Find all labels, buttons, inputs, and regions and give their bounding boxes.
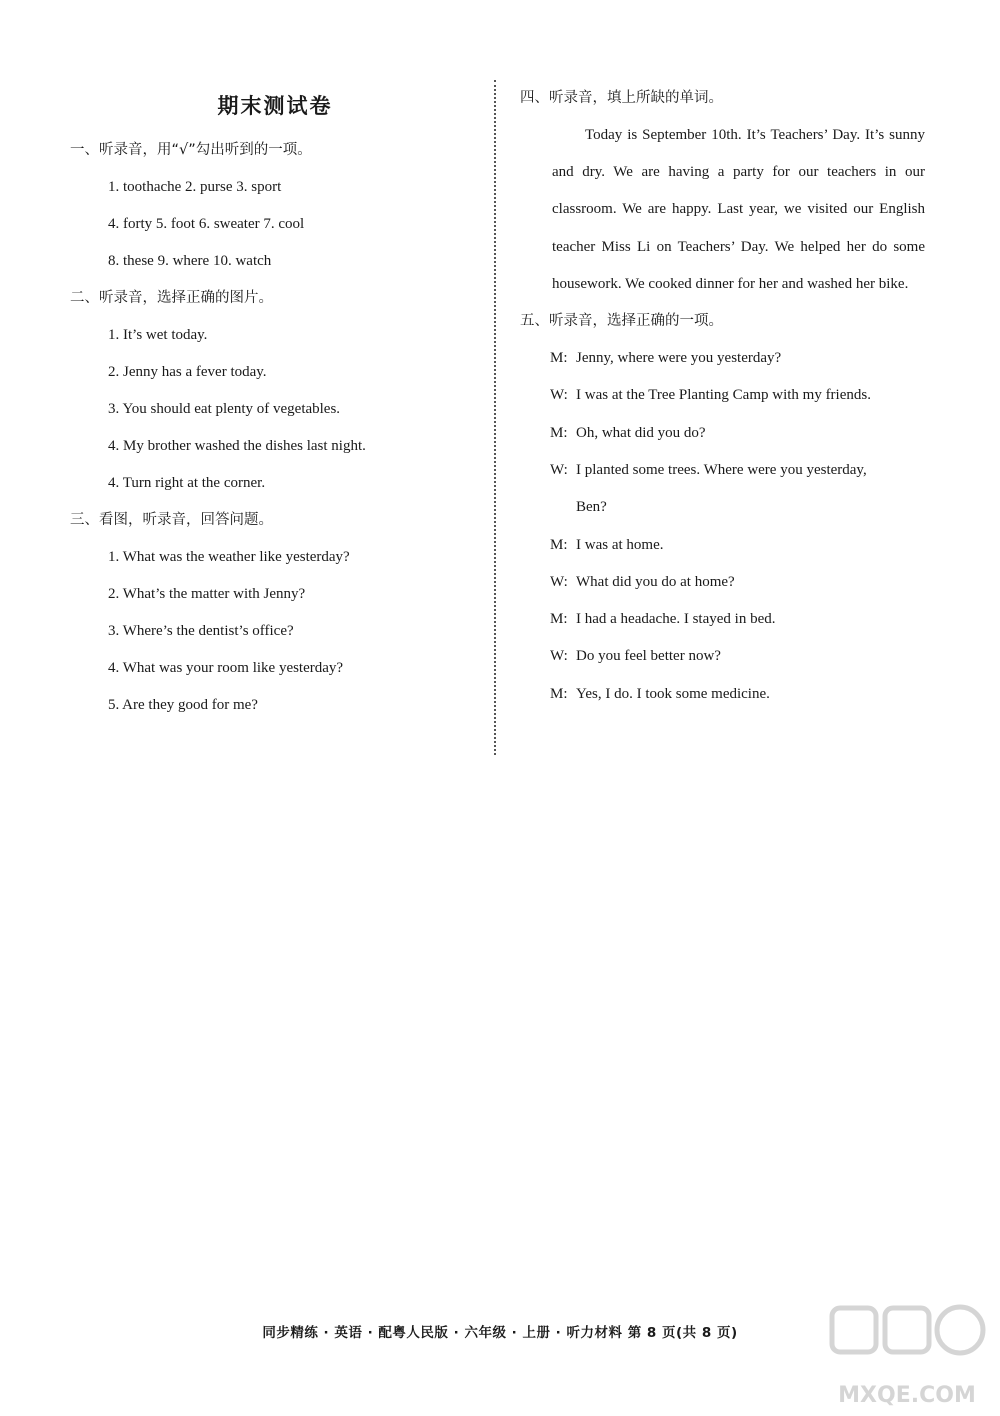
dialogue-text: Do you feel better now? xyxy=(576,648,721,665)
dialogue-text: I was at the Tree Planting Camp with my friends. xyxy=(576,387,871,404)
speaker-label: W: xyxy=(550,461,568,478)
section-2-line: 4. Turn right at the corner. xyxy=(108,475,266,491)
section-3-line: 3. Where’s the dentist’s office? xyxy=(108,623,294,639)
dialogue-text: I had a headache. I stayed in bed. xyxy=(576,611,776,628)
section-3-line: 4. What was your room like yesterday? xyxy=(108,660,344,676)
dialogue-line xyxy=(550,452,925,489)
speaker-label: W: xyxy=(550,573,568,590)
dialogue xyxy=(520,340,925,713)
section-2-line: 3. You should eat plenty of vegetables. xyxy=(108,401,341,417)
dialogue-line xyxy=(550,340,925,377)
section-2-heading: 二、听录音，选择正确的图片。 xyxy=(70,290,273,306)
dialogue-line xyxy=(550,638,925,675)
section-2-line: 2. Jenny has a fever today. xyxy=(108,364,267,380)
section-1-line: 1. toothache 2. purse 3. sport xyxy=(108,179,282,195)
section-3-line: 2. What’s the matter with Jenny? xyxy=(108,586,306,602)
dialogue-line xyxy=(550,601,925,638)
dialogue-text: Yes, I do. I took some medicine. xyxy=(576,685,770,702)
watermark-text: MXQE.COM xyxy=(838,1383,976,1408)
section-1-heading: 一、听录音，用“√”勾出听到的一项。 xyxy=(70,142,312,158)
section-4-heading: 四、听录音，填上所缺的单词。 xyxy=(520,90,723,106)
speaker-label: W: xyxy=(550,648,568,665)
section-1-line: 8. these 9. where 10. watch xyxy=(108,253,272,269)
speaker-label: M: xyxy=(550,350,568,367)
dialogue-text: Jenny, where were you yesterday? xyxy=(576,350,782,367)
dialogue-text: Ben? xyxy=(576,499,607,516)
speaker-label: M: xyxy=(550,611,568,628)
section-3-line: 1. What was the weather like yesterday? xyxy=(108,549,350,565)
section-5-heading: 五、听录音，选择正确的一项。 xyxy=(520,313,723,330)
page-footer: 同步精练 · 英语 · 配粤人民版 · 六年级 · 上册 · 听力材料 第 8 页(共 8 页) xyxy=(262,1325,738,1341)
dialogue-text: I was at home. xyxy=(576,536,664,553)
dialogue-line xyxy=(550,377,925,414)
watermark-logo xyxy=(822,1300,992,1410)
speaker-label: M: xyxy=(550,685,568,702)
column-divider xyxy=(494,80,496,755)
watermark-icon xyxy=(822,1300,992,1380)
passage xyxy=(520,117,925,303)
right-column xyxy=(520,80,925,713)
dialogue-line xyxy=(550,489,925,526)
section-2-line: 1. It’s wet today. xyxy=(108,327,208,343)
section-1-line: 4. forty 5. foot 6. sweater 7. cool xyxy=(108,216,305,232)
section-3-heading: 三、看图，听录音，回答问题。 xyxy=(70,512,273,528)
speaker-label: M: xyxy=(550,536,568,553)
dialogue-line xyxy=(550,564,925,601)
dialogue-line xyxy=(550,676,925,713)
dialogue-line xyxy=(550,527,925,564)
dialogue-line xyxy=(550,415,925,452)
page-title: 期末测试卷 xyxy=(217,94,333,118)
section-3-line: 5. Are they good for me? xyxy=(108,697,258,713)
passage-text: Today is September 10th. It’s Teachers’ Day. It’s sunny and dry. We are having a party for our teachers in our classroom. We are happy. Last year, we visited our English teacher Miss Li on Teachers’ Day. We helped her do some housework. We cooked dinner for her and washed her bike. xyxy=(552,127,925,292)
dialogue-text: Oh, what did you do? xyxy=(576,424,706,441)
speaker-label: W: xyxy=(550,387,568,404)
section-2-line: 4. My brother washed the dishes last night. xyxy=(108,438,366,454)
left-column xyxy=(70,80,480,724)
speaker-label: M: xyxy=(550,424,568,441)
dialogue-text: What did you do at home? xyxy=(576,573,735,590)
dialogue-text: I planted some trees. Where were you yesterday, xyxy=(576,461,867,478)
